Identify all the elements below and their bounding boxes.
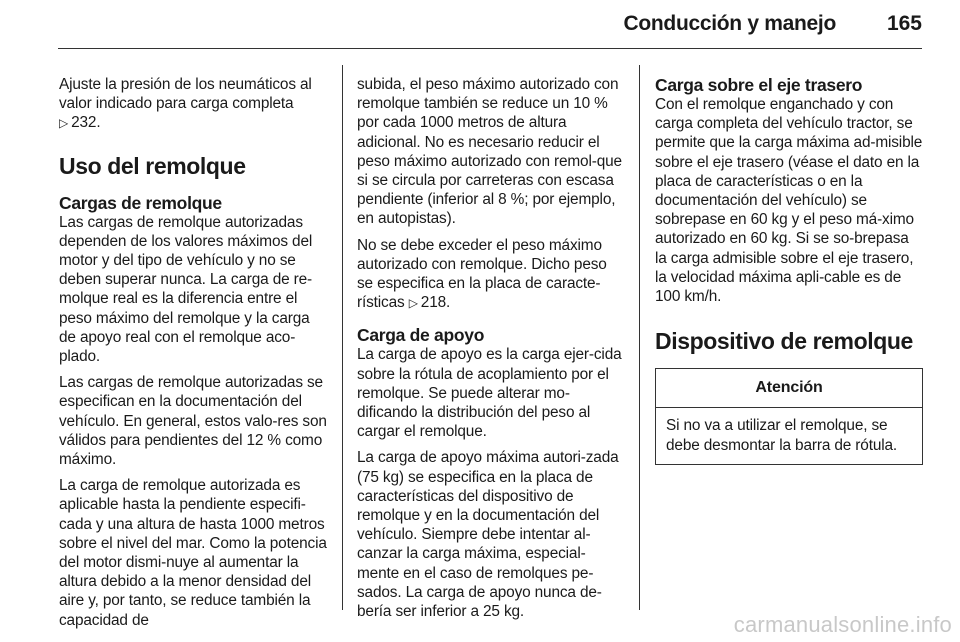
watermark: carmanualsonline.info bbox=[733, 612, 952, 637]
column-2 bbox=[357, 75, 625, 628]
paragraph: subida, el peso máximo autorizado con remolque también se reduce un 10 % por cada 1000 metros de altura adicional. No es necesario reducir el peso máximo autorizado con remol-que si se circula por carreteras con escasa pendiente (inferior al 8 %; por ejemplo, en autopistas). bbox=[357, 76, 622, 228]
subsection-title-cargas-de-remolque: Cargas de remolque bbox=[59, 192, 222, 213]
subsection-title-carga-eje-trasero: Carga sobre el eje trasero bbox=[655, 75, 863, 95]
attention-body: Si no va a utilizar el remolque, se debe desmontar la barra de rótula. bbox=[666, 417, 898, 454]
attention-box bbox=[655, 368, 923, 465]
page-reference-link[interactable]: 218. bbox=[420, 294, 451, 312]
header-divider bbox=[58, 48, 922, 49]
page-reference-link[interactable]: 232. bbox=[71, 114, 101, 132]
paragraph: La carga de apoyo máxima autori-zada (75 kg) se especifica en la placa de características del dispositivo de remolque y en la documentación del vehículo. Siempre debe intentar al-canzar la carga máxima, especial-mente en el caso de remolques pe-sados. La carga de apoyo nunca de-bería ser inferior a 25 kg. bbox=[357, 449, 619, 621]
paragraph: La carga de remolque autorizada es aplicable hasta la pendiente especifi-cada y una altura de hasta 1000 metros sobre el nivel del mar. Como la potencia del motor dismi-nuye al aumentar la altura debido a la menor densidad del aire y, por tanto, se reduce también la capacidad de bbox=[59, 477, 327, 629]
header-title: Conducción y manejo bbox=[623, 12, 836, 35]
right-arrow-icon: ▷ bbox=[408, 296, 418, 311]
column-divider-1 bbox=[342, 65, 343, 610]
paragraph: Las cargas de remolque autorizadas se especifican en la documentación del vehículo. En general, estos valo-res son válidos para pendientes del 12 % como máximo. bbox=[59, 374, 327, 469]
column-divider-2 bbox=[639, 65, 640, 610]
attention-title: Atención bbox=[656, 369, 922, 408]
paragraph: Las cargas de remolque autorizadas dependen de los valores máximos del motor y del tipo de vehículo y no se deben superar nunca. La carga de re-molque real es la diferencia entre el peso máximo del remolque y la carga de apoyo real con el remolque aco-plado. bbox=[59, 213, 313, 366]
section-title-dispositivo-de-remolque: Dispositivo de remolque bbox=[655, 328, 913, 355]
paragraph: No se debe exceder el peso máximo autorizado con remolque. Dicho peso se especifica en la placa de caracte-rísticas ▷ 218. bbox=[357, 236, 625, 314]
right-arrow-icon: ▷ bbox=[59, 116, 69, 131]
intro-paragraph: Ajuste la presión de los neumáticos al valor indicado para carga completa ▷ 232. bbox=[59, 75, 327, 134]
subsection-title-carga-de-apoyo: Carga de apoyo bbox=[357, 325, 485, 346]
paragraph: Con el remolque enganchado y con carga completa del vehículo tractor, se permite que la carga máxima ad-misible sobre el eje trasero (véase el dato en la placa de características o en la documentación del vehículo) se sobrepase en 60 kg y el peso má-ximo autorizado en 60 kg. Si se so-brepasa la carga admisible sobre el eje trasero, la velocidad máxima apli-cable es de 100 km/h. bbox=[655, 96, 923, 306]
page-number: 165 bbox=[886, 12, 922, 35]
column-3 bbox=[655, 75, 923, 465]
paragraph: La carga de apoyo es la carga ejer-cida sobre la rótula de acoplamiento por el remolque. Se puede alterar mo-dificando la distribución del peso al cargar el remolque. bbox=[357, 346, 622, 441]
section-title-uso-del-remolque: Uso del remolque bbox=[59, 152, 246, 179]
column-1 bbox=[59, 75, 327, 637]
